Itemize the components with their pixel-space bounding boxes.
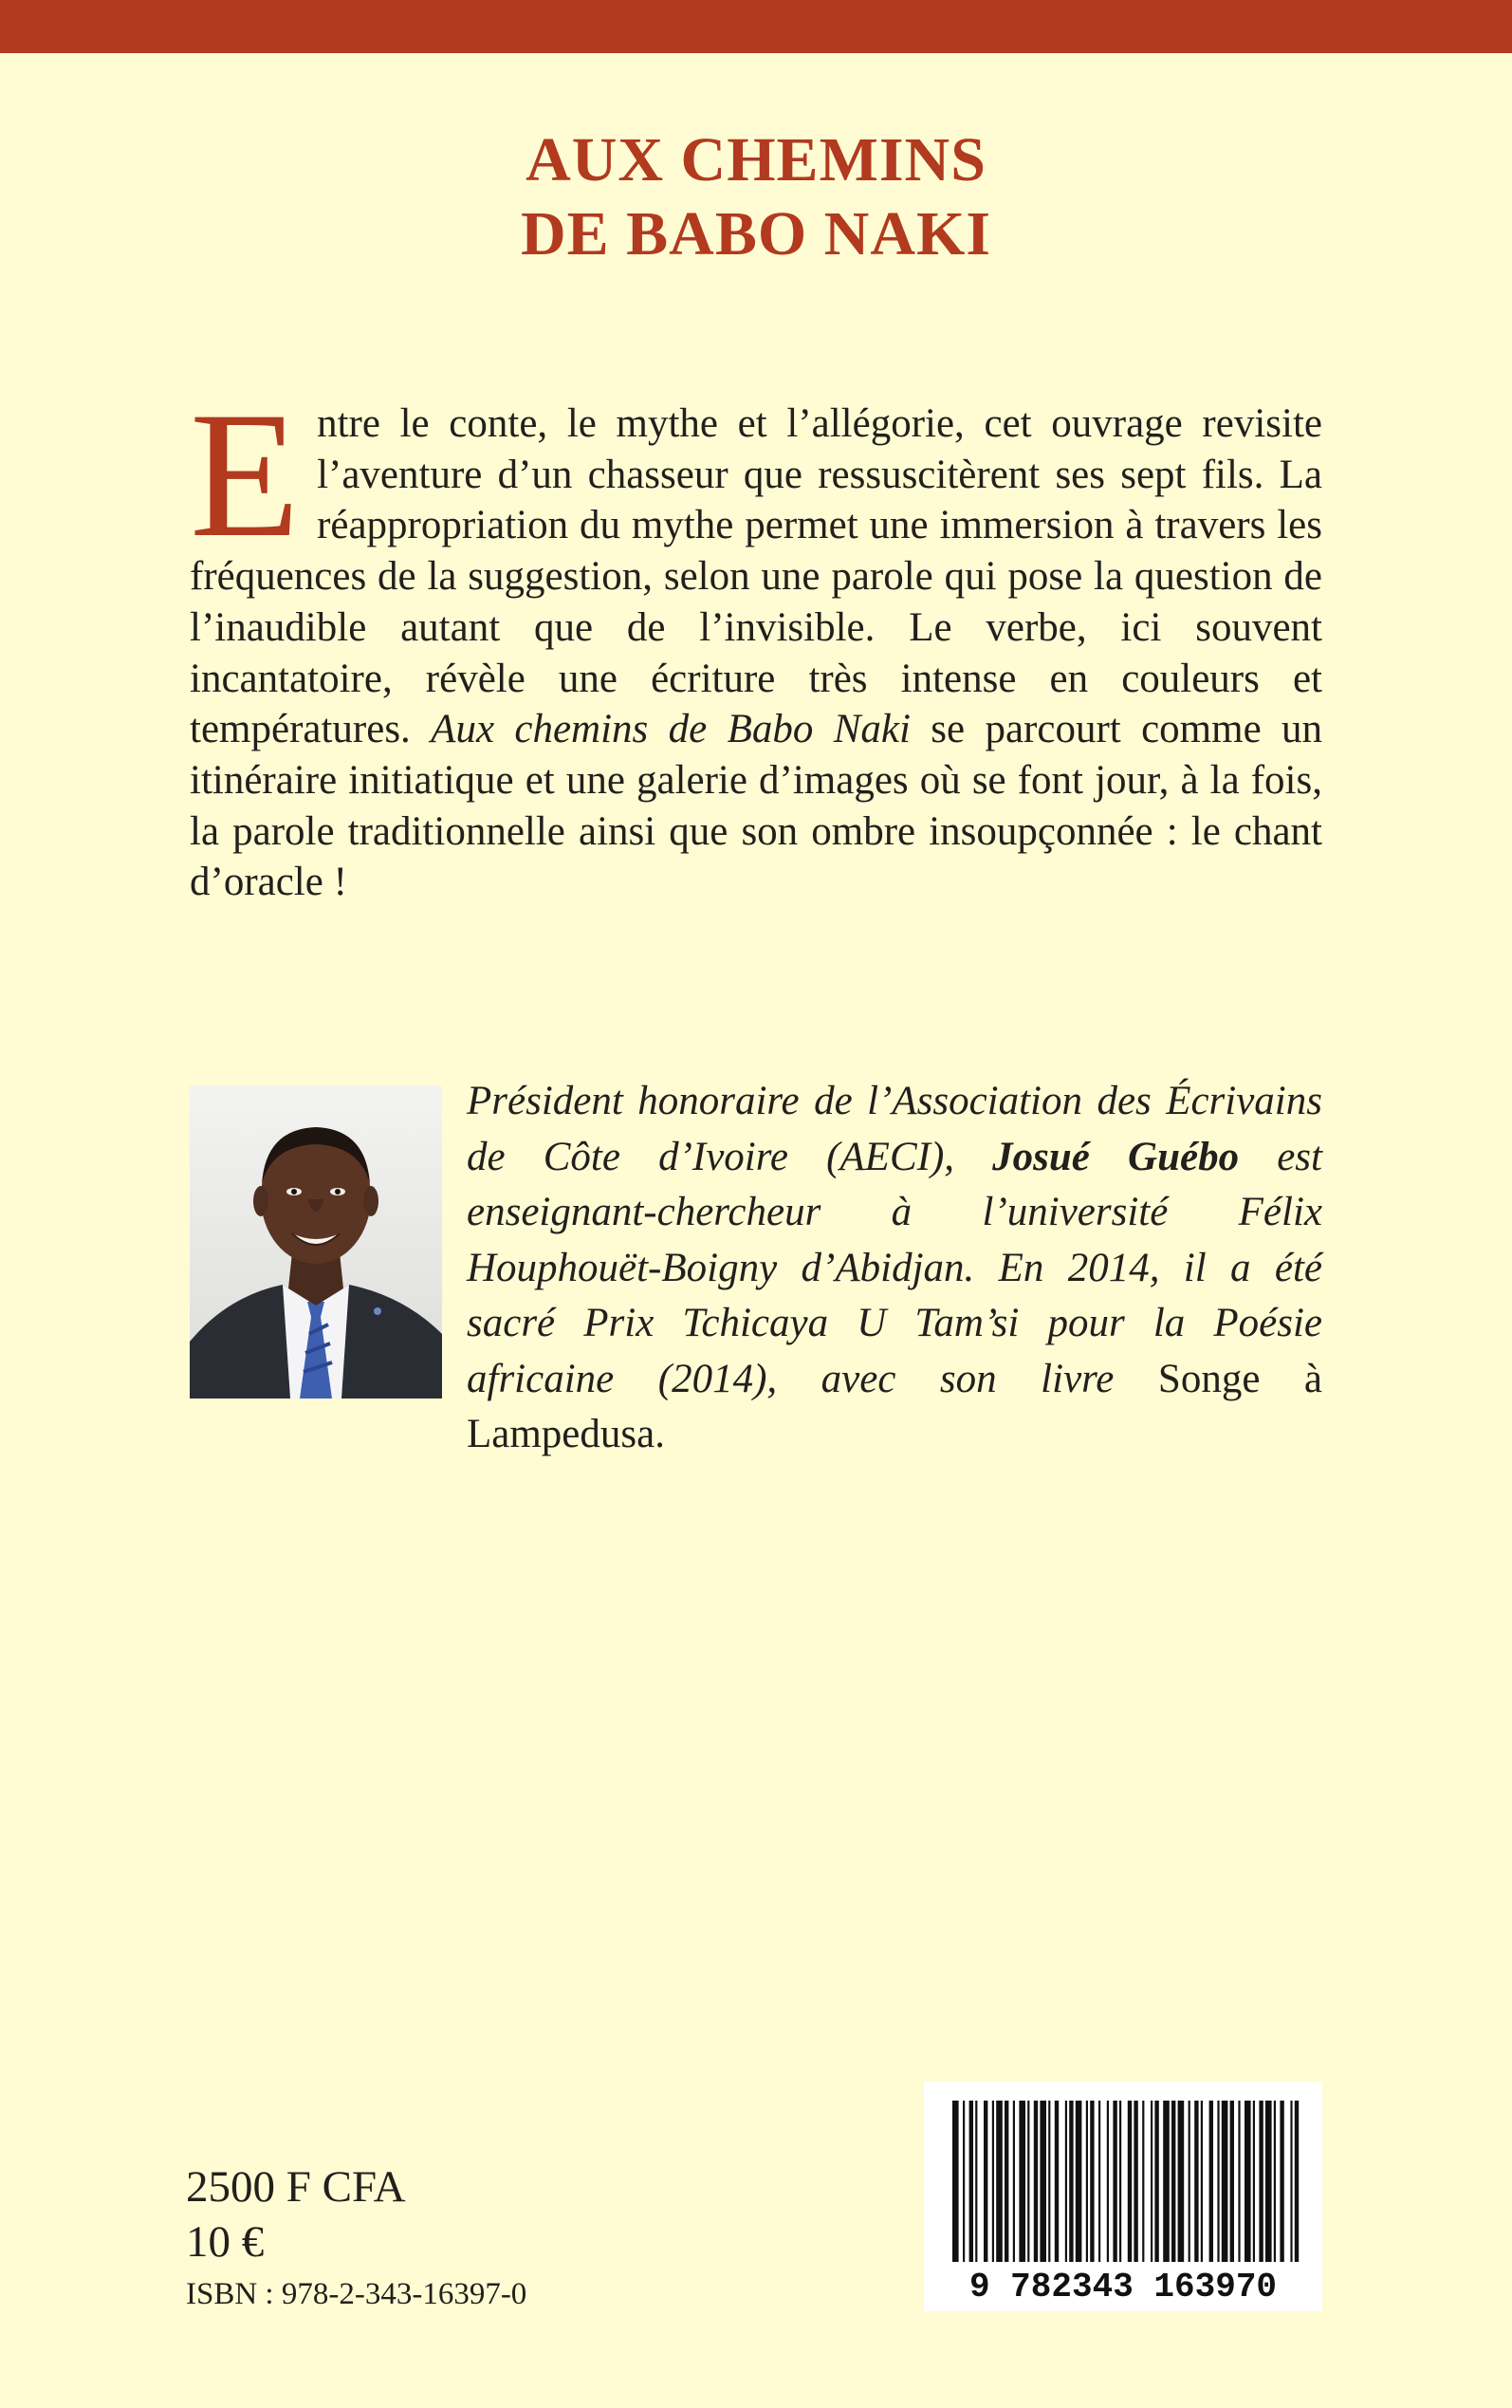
top-color-band xyxy=(0,0,1512,53)
barcode xyxy=(924,2082,1322,2311)
book-title-line-1: AUX CHEMINS xyxy=(526,125,986,194)
book-title xyxy=(0,123,1512,271)
synopsis-italic-title: Aux chemins de Babo Naki xyxy=(431,707,911,752)
drop-cap: E xyxy=(190,376,301,575)
price-eur: 10 € xyxy=(186,2217,265,2267)
barcode-graphic xyxy=(924,2082,1322,2311)
price-block xyxy=(186,2159,406,2269)
author-name: Josué Guébo xyxy=(992,1134,1240,1179)
synopsis-text-1: ntre le conte, le mythe et l’allégorie, cet ouvrage revisite l’aventure d’un chasseur que ressuscitèrent ses sept fils. La réappropriation du mythe permet une immersion à travers les fréquences de la suggestion, selon une parole qui pose la question de l’inaudible autant que de l’invisible. Le verbe, ici souvent incantatoire, révèle une écriture très intense en couleurs et températures. xyxy=(190,401,1322,752)
synopsis-paragraph xyxy=(190,376,1323,908)
author-photo xyxy=(190,1085,442,1398)
author-bio-end: . xyxy=(655,1412,665,1456)
book-title-line-2: DE BABO NAKI xyxy=(520,199,992,269)
author-book-title: Songe à Lampedusa xyxy=(467,1356,1323,1456)
author-bio-middle: est enseignant-chercheur à l’université Félix Houphouët-Boigny d’Abidjan. En 2014, il a été sacré Prix Tchicaya U Tam’si pour la Poésie africaine (2014), avec son livre xyxy=(467,1134,1322,1401)
synopsis-text-2: se parcourt comme un itinéraire initiatique et une galerie d’images où se font jour, à la fois, la parole traditionnelle ainsi que son ombre insoupçonnée : le chant d’oracle ! xyxy=(190,707,1323,905)
isbn-number: ISBN : 978-2-343-16397-0 xyxy=(186,2277,527,2311)
author-bio-intro: Président honoraire de l’Association des Écrivains de Côte d’Ivoire (AECI), xyxy=(467,1079,1322,1179)
barcode-digits: 9 782343 163970 xyxy=(968,2268,1278,2306)
author-bio xyxy=(467,1074,1322,1463)
price-cfa: 2500 F CFA xyxy=(186,2162,406,2212)
